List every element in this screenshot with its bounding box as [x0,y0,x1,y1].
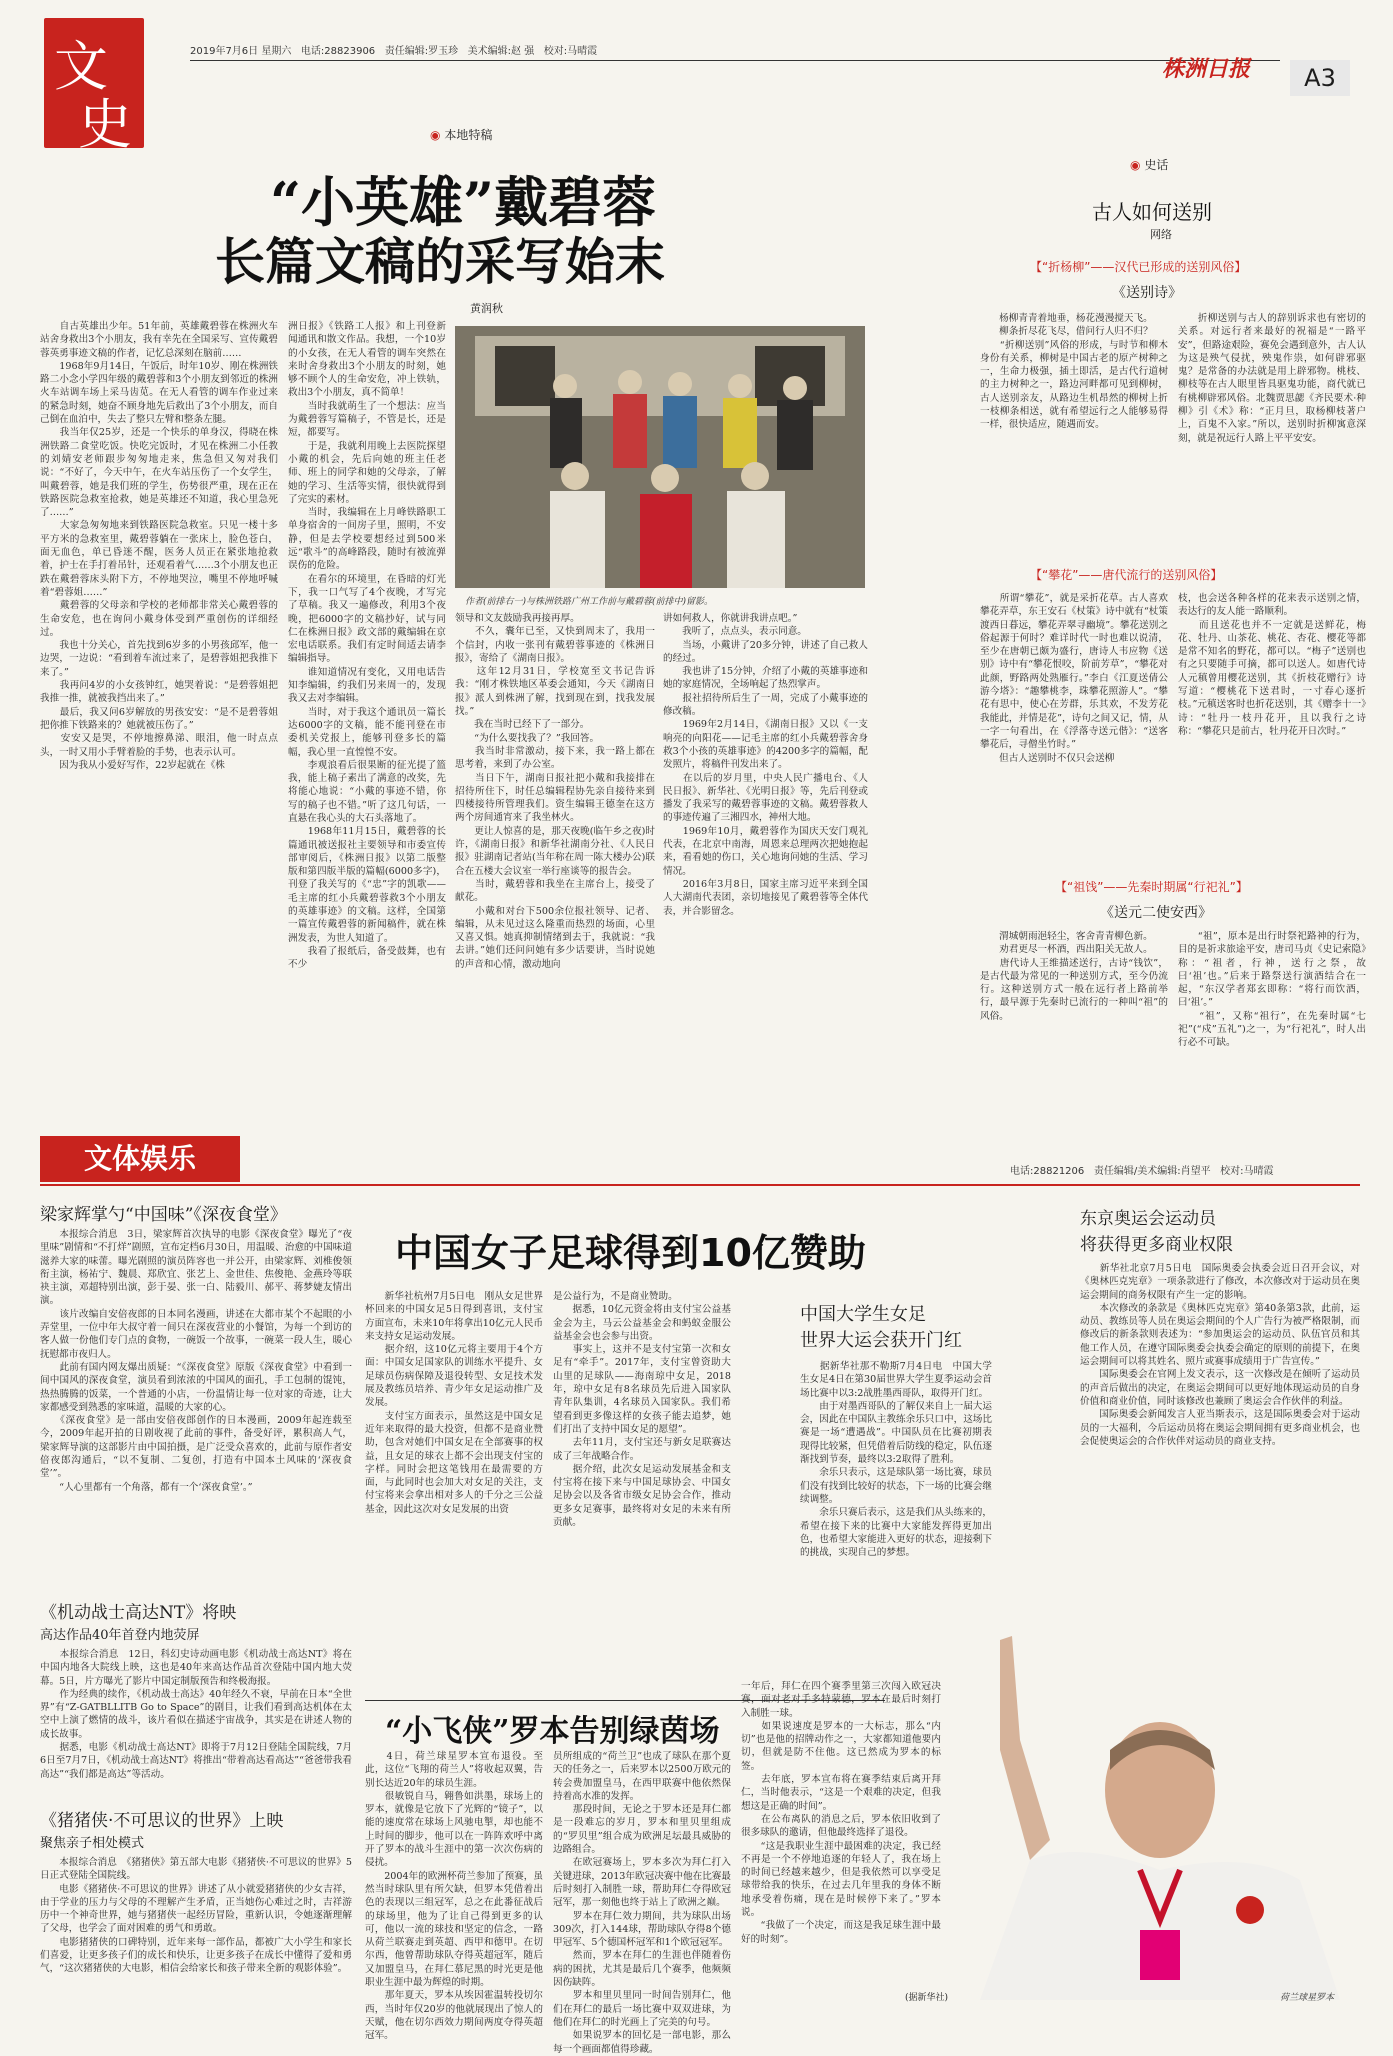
left2-title: 《机动战士高达NT》将映 [40,1603,237,1623]
ent-section-title: 文体娱乐 [83,1142,196,1175]
robben-photo [960,1620,1360,2000]
ent-section-badge [40,1136,240,1182]
feature-col-2: 洲日报》《铁路工人报》和上刊登新闻通讯和散文作品。我想，一个10岁的小女孩，在无人看管的调车突然在来时舍身救出3个小朋友的时刻，她够不顾个人的生命安危，冲上铁轨，救出3个小朋友，真不简单！ 当时我就萌生了一个想法：应当为戴碧蓉写篇稿子，不管是长，还是短，都要写。 于是，我就利用晚上去医院探望小戴的机会，先后向她的班主任老师、班上的同学和她的父母亲，了解她的学习、生活等实情，很快就得到了完实的素材。 当时，我编辑在上月峰铁路职工单身宿舍的一间房子里，照明，不安静，但是去学校要想经过到500米远“歌斗”的高峰路段，随时有被流弹误伤的危险。 在看尔的环境里，在昏暗的灯光下，我一口气写了4个夜晚，才写完了草稿。我又一遍修改，利用3个夜晚，把6000字的文稿抄好，试与同仁在株洲日报》政文部的戴编辑在京宏电话联系。我们有定时间适去请李编辑指导。 谁知道情况有变化，又用电话告知李编辑，约我们另来周一的，发现我又去对李编辑。 当时，对于我这个通讯员一篇长达6000字的文稿，能不能刊登在市委机关党报上，能够刊登多长的篇幅，我心里一直惶惶不安。 李观浪看后很果断的征光提了篮我，能上稿子素出了满意的改奖，先将能心地说：“小戴的事迹不错，你写的稿子也不错。”听了这几句话，一直悬在我心头的大石头落地了。 1968年11月15日，戴碧蓉的长篇通讯被送报社主要领导和市委宣传部审阅后，《株洲日报》以第二版整版和第四版半版的篇幅(6000多字)，刊登了我关写的《“忠”字的凯歌——毛主席的红小兵戴碧蓉救3个小朋友的英雄事迹》的文稿。这样，全国第一篇宣传戴碧蓉的新闻稿件，就在株洲发表，为世人知道了。 我看了报纸后，备受鼓舞，也有不少 [288,321,446,971]
feature-tag-label: 本地特稿 [444,128,493,142]
section-char-wen: 文 [54,35,108,98]
robben-source: (据新华社) [905,1993,949,2003]
paper-logo: 株洲日报 [1162,56,1251,82]
ent-phone: 电话:28821206 [1010,1166,1085,1177]
feature-col-3: 领导和文友鼓励我再接再厚。 不久，囊年已至，又快到周末了，我用一个信封，内收一张刊有戴碧蓉事迹的《株洲日报》，寄给了《湖南日报》。 这年12月31日，学校宽至文书记告诉我：“刚才株铁地区革委会通知，今天《湖南日报》派人到株洲了解，找到现在到，找我发展找。” 我在当时已经下了一部分。 “为什么要找我了？”我回答。 我当时非常激动，接下来，我一路上都在思考着，来到了办公室。 当日下午，湖南日报社把小戴和我接排在招待所住下，时任总编辑程协先亲自接待来到四楼接待所管理我们。资生编辑王德奎在这方两个房间通宵来了我坐林火。 更让人惊喜的是，那天夜晚(临午乡之夜)时许，《湖南日报》和新华社湖南分社、《人民日报》驻湖南记者站(当年称在周一陈大楼办公)联合在五楼大会议室一举行座谈等的报告会。 当时，戴碧蓉和我坐在主席台上，接受了献花。 小戴和对台下500余位报社领导、记者、编辑，从未见过这么隆重而热烈的场面，心里又喜又惧。她真抑制情绪到去于，我就说：“我去讲。”她们还问问她有多少话要讲，当时说她的声音和心情，激动地向 [455,613,655,970]
history-col-6: “祖”，原本是出行时祭祀路神的行为，目的是祈求旅途平安，唐司马贞《史记索隐》称：“祖者，行神，送行之祭，故曰‘祖’也。”后来于路祭送行演酒结合在一起，“东汉学者郑玄即称：“将行而饮酒，曰‘祖’。” “祖”，又称“祖行”，在先秦时属“七祀”(“戍”五礼”)之一，为“行祀礼”，时人出行必不可缺。 [1178,931,1366,1049]
header-meta [190,42,910,57]
left1-body: 本报综合消息 3日，梁家辉首次执导的电影《深夜食堂》曝光了“夜里味”剧情和“不打烊”剧照，宣布定档6月30日，用温暖、治愈的中国味道滋养大家的味蕾。曝光剧照的演员阵容也一并公开，由梁家辉、刘椎俊领衔主演，杨祐宁、魏晨、郑欣宜、张艺上、金世佳、焦俊艳、金燕玲等联袂主演，邓超特别出演，彭于晏、张一白、陆毅川、郝平、蒋梦婕友情出演。 该片改编自安倍夜郎的日本同名漫画，讲述在大都市某个不起眼的小弄堂里，一位中年大叔守着一间只在深夜营业的小餐馆，为每一个到访的客人做一份他们专门点的食物，一碗饭一个故事，一碗菜一段人生，暖心抚慰都市夜归人。 此前有国内网友爆出质疑：“《深夜食堂》原版《深夜食堂》中看到一间中国风的深夜食堂，演员看到浓浓的中国风的面孔，手工包制的馄饨，热热腾腾的饭菜，一个普通的小店，一份温情让每一位对家的奇迹，让大家都感受到熟悉的家味道，温暖的大家的心。 《深夜食堂》是一部由安倍夜郎创作的日本漫画，2009年起连载至今，2009年起开拍的日剧收视了此前的事件，备受好评，累积高人气，梁家辉导演的这部影片由中国拍摄，是广泛受众喜欢的，此前与原作者安倍夜郎沟通后，“以不复制、二复创，打造有中国本土风味的‘深夜食堂’”。 “人心里都有一个角落，都有一个‘深夜食堂’。” [40,1229,352,1493]
main-title: 中国女子足球得到10亿赞助 [395,1231,866,1275]
left3-sub: 聚焦亲子相处模式 [40,1836,145,1851]
header-editor: 责任编辑:罗玉珍 [384,46,459,57]
left3-body: 本报综合消息 《猪猪侠》第五部大电影《猪猪侠·不可思议的世界》5日正式登陆全国院线。 电影《猪猪侠·不可思议的世界》讲述了从小就爱猪猪侠的少女吉祥，由于学业的压力与父母的不理解产生矛盾，正当她伤心难过之时，吉祥游历中一个神奇世界，她与猪猪侠一起经历冒险，重新认识，令她逐渐理解了父母，也学会了面对困难的勇气和勇敢。 电影猪猪侠的口碑特别，近年来每一部作品，都被广大小学生和家长们喜爱，让更多孩子们的成长和快乐，让更多孩子在成长中懂得了爱和勇气，“这次猪猪侠的大电影，相信会给家长和孩子带来全新的观影体验”。 [40,1857,352,1975]
history-source: 网络 [1150,228,1172,241]
main-col-1: 新华社杭州7月5日电 刚从女足世界杯回来的中国女足5日得到喜讯，支付宝方面宣布，未来10年将拿出10亿元人民币来支持女足运动发展。 据介绍，这10亿元将主要用于4个方面：中国女足国家队的训练水平提升、女足球员伤病保障及退役转型、女足技术发展及教练员培养、青少年女足运动推广及发展。 支付宝方面表示，虽然这是中国女足近年来取得的最大投资，但都不是商业赞助，包含对她们中国女足在全部赛事的权益，且女足的球衣上都不会出现支付宝的字样。同时会把这笔钱用在最需要的方面，与此同时也会加大对女足的关注，支付宝将来会拿出相对多人的千分之三公益基金，因此这次对女足发展的出资 [365,1291,543,1515]
history-tag-icon: ◉ [1130,158,1141,172]
history-col-1: 杨柳青青着地垂，杨花漫漫搅天飞。 柳条折尽花飞尽，借问行人归不归？ “折柳送别”风俗的形成，与时节和柳木身份有关系，柳树是中国古老的原产树种之一，生命力极强，插土即活，是古代行道树的主力树种之一，路边河畔都可见到柳树，古人送别亲友，从路边生机昂然的柳树上折一枝柳条相送，就有希望远行之人能够易得一样，很快适应，随遇而安。 [980,313,1168,431]
robben-title: “小飞侠”罗本告别绿茵场 [385,1714,720,1749]
header-phone: 电话:28823906 [300,46,376,57]
history-sub-2: 【“攀花”——唐代流行的送别风俗】 [1030,568,1223,582]
sub-story-body: 据新华社那不勒斯7月4日电 中国大学生女足4日在第30届世界大学生夏季运动会首场比赛中以3:2战胜墨西哥队，取得开门红。 由于对墨西哥队的了解仅来自上一届大运会，因此在中国队主教练余乐只口中，这场比赛是一场“遭遇战”。中国队员在比赛初期表现得比较紧，但凭借着后防线的稳定，队伍逐渐找到节奏，最终以3:2取得了胜利。 余乐只表示，这是球队第一场比赛，球员们没有找到比较好的状态，下一场的比赛会继续调整。 余乐只赛后表示，这是我们从头练来的，希望在接下来的比赛中大家能发挥得更加出色，也希望大家能进入更好的状态，迎接剩下的挑战，实现自己的梦想。 [800,1361,992,1559]
ent-rule [40,1184,1360,1186]
ent-proofreader: 校对:马晴霞 [1220,1166,1274,1177]
ent-editor: 责任编辑/美术编辑:肖望平 [1093,1166,1211,1177]
history-tag [1130,156,1168,173]
history-poem-1: 《送别诗》 [1112,285,1182,301]
group-photo-illustration [455,326,865,588]
right1-title-1: 东京奥运会运动员 [1080,1209,1216,1229]
history-poem-2: 《送元二使安西》 [1100,905,1212,921]
header-proofreader: 校对:马晴霞 [543,46,598,57]
feature-tag-icon: ◉ [430,128,441,142]
robben-col-1: 4日，荷兰球星罗本宣布退役。至此，这位“飞翔的荷兰人”将收起双翼，告别长达近20年的球员生涯。 很敏锐自马，翱鲁如洪墨，球场上的罗本，就像是它放下了光辉的“镜子”，以能的速度常在球场上风驰电掣，却也能不上时间的脚步，他可以在一阵阵欢呼中离开了罗本的战斗生涯中的第一次次伤病的侵扰。 2004年的欧洲杯荷兰参加了预赛，虽然当时球队里有所欠缺，但罗本凭借着出色的表现以三组冠军，总之在此番征战后的球场里，他为了让自己得到更多的认可，他以一流的球技和坚定的信念，一路从荷兰联赛走到英超、西甲和德甲。在切尔西，他曾帮助球队夺得英超冠军，随后又加盟皇马，在拜仁慕尼黑的时光更是他职业生涯中最为辉煌的时期。 那年夏天，罗本从埃因霍温转投切尔西，当时年仅20岁的他就展现出了惊人的天赋，他在切尔西效力期间两度夺得英超冠军。 [365,1751,543,2042]
right1-title-2: 将获得更多商业权限 [1080,1235,1233,1255]
feature-title-line2: 长篇文稿的采写始末 [215,233,665,291]
left2-body: 本报综合消息 12日，科幻史诗动画电影《机动战士高达NT》将在中国内地各大院线上映，这也是40年来高达作品首次登陆中国内地大荧幕。5日，片方曝光了影片中国定制版预告和终极海报。 作为经典的续作，《机动战士高达》40年经久不衰，早前在日本“全世界”有“Z-GATBLLITB Go to Space”的剧目，让我们看到高达机体在太空中上演了燃情的战斗，该片看似在描述宇宙战争，其实是在讲述人物的成长故事。 据悉，电影《机动战士高达NT》即将于7月12日登陆全国院线，7月6日至7月7日，《机动战士高达NT》将推出“带着高达看高达”“爸爸带我看高达”“我们都是高达”等活动。 [40,1649,352,1780]
history-col-5: 渭城朝雨浥轻尘，客舍青青柳色新。 劝君更尽一杯酒，西出阳关无故人。 唐代诗人王维描述送行，古诗“钱饮”，是古代最为常见的一种送别方式，至今仍流行。这种送别方式一般在远行者上路前举行，最早源于先秦时已流行的一种叫“祖”的风俗。 [980,931,1168,1022]
feature-photo [455,326,865,588]
section-char-shi: 史 [78,93,132,156]
left1-title: 梁家辉掌勺“中国味”《深夜食堂》 [40,1205,287,1225]
header-date: 2019年7月6日 星期六 [190,46,292,57]
history-sub-3: 【“祖饯”——先秦时期属“行祀礼”】 [1055,880,1248,894]
robben-caption: 荷兰球星罗本 [1280,1993,1335,2003]
ent-header-meta [1010,1162,1274,1177]
history-col-4: 枝，也会送各种各样的花来表示送别之情，表达行的友人能一路顺利。 而且送花也并不一定就是送鲜花，梅花、牡丹、山茶花、桃花、杏花、樱花等都是常不知名的野花，都可以。“梅子”送别也有之只要随手可摘，都可以送人。如唐代诗人元稹曾用樱花送别，其《折枝花赠行》诗写道：“樱桃花下送君时，一寸春心逐折枝。”元稹送客时也折花送别，其《赠李十一》诗：“牡丹一枝丹花开，且以我行之诗称：“攀花只是前古，牡丹花开日次时。” [1178,593,1366,737]
feature-col-1: 自古英雄出少年。51年前，英雄戴碧蓉在株洲火车站舍身救出3个小朋友，我有幸先在全国采写、宣传戴碧蓉英勇事迹文稿的作者，记忆总深刻在脑前…… 1968年9月14日，午饭后，时年10岁、刚在株洲铁路二小念小学四年级的戴碧蓉和3个小朋友到邻近的株洲火车站调车场上采马齿苋。在无人看管的调车作业过来的紧急时刻，她奋不顾身地先后救出了3个小朋友，而自己倒在血泊中，失去了整只左臂和整条左腿。 我当年仅25岁，还是一个快乐的单身汉，得晓在株洲铁路二食堂吃饭。快吃完饭时，才见在株洲二小任教的刘婧安老师跟步匆匆地走来，焦急但又匆对我们说：“不好了，今天中午，在火车站压伤了一个女学生，叫戴碧蓉，她是我们班的学生，伤势很严重，现在正在铁路医院急救室抢救，她是英雄还不知道，我心里急死了……” 大家急匆匆地来到铁路医院急救室。只见一楼十多平方米的急救室里，戴碧蓉躺在一张床上，脸色苍白，面无血色，单已昏迷不醒，医务人员正在紧张地抢救着，护士在手打着吊针，还观看着气……3个小朋友也正跌在戴碧蓉床头附下方，不停地哭泣，嘴里不停地呼喊着“碧蓉姐……” 戴碧蓉的父母亲和学校的老师都非常关心戴碧蓉的生命安危，也在询问小戴身体受到严重创伤的详细经过。 我也十分关心，首先找到6岁多的小男孩邱军，他一边哭，一边说：“看到着车流过来了，是碧蓉姐把我推下来了。” 我再问4岁的小女孩钟红，她哭着说：“是碧蓉姐把我推一推，就被我挡出来了。” 最后，我又问6岁解放的男孩安安：“是不是碧蓉姐把你推下铁路来的？她就被压伤了。” 安安又是哭，不停地擦鼻涕、眼泪，他一时点点头，一时又用小手臂着脸的手势，也表示认可。 因为我从小爱好写作，22岁起就在《株 [40,321,278,771]
sub-story-title-1: 中国大学生女足 [800,1304,926,1325]
robben-col-3: 一年后，拜仁在四个赛季里第三次闯入欧冠决赛，面对老对手多特蒙德，罗本在最后时刻打入制胜一球。 如果说速度是罗本的一大标志，那么“内切”也是他的招牌动作之一，大家都知道他要内切，但就是防不住他。这已然成为罗本的标签。 去年底，罗本宣布将在赛季结束后离开拜仁，当时他表示，“这是一个艰难的决定，但我想这是正确的时间”。 在公布离队的消息之后，罗本依旧收到了很多球队的邀请，但他最终选择了退役。 “这是我职业生涯中最困难的决定，我已经不再是一个不停地追逐的年轻人了，我在场上的时间已经越来越少，但是我依然可以享受足球带给我的快乐，在过去几年里我的身体不断地承受着伤痛，现在是时候停下来了。”罗本说。 “我做了一个决定，而这是我足球生涯中最好的时刻”。 [741,1681,941,1945]
history-tag-label: 史话 [1144,158,1169,172]
history-col-3: 所谓“攀花”，就是采折花草。古人喜欢攀花弄草，东王安石《杖策》诗中就有“杖策渡西日暮远，攀花弄翠寻幽境”。攀花送别之俗起源于何时？难详时代一时也难以说清，至少在唐朝已颇为盛行，唐诗人韦应物《送别》诗中有“攀花恨咬，阶前芳草”，“攀花对此颜，野路两处熟雁行。”李白《江夏送倩公游今塔》：“趣攀桃李，珠攀花照游人”。“攀花有思中，使心在芳群，乐其欢，不发芳花我能此，并情是花”，诗句之间又记，情，从一字一句看出，在《浮落寺送元偕》：“送客攀花后，寻僧坐竹时。” 但古人送别时不仅只会送柳 [980,593,1168,764]
history-title: 古人如何送别 [1092,200,1212,224]
left2-sub: 高达作品40年首登内地荧屏 [40,1628,200,1643]
main-col-2: 是公益行为，不是商业赞助。 据悉，10亿元资金将由支付宝公益基金会为主，马云公益基金会和蚂蚁金服公益基金会也会参与出资。 事实上，这并不是支付宝第一次和女足有“牵手”。2017年，支付宝曾资助大山里的足球队——海南琼中女足，2018年，琼中女足有8名球员先后进入国家队青年队集训，4名球员入国家队。我们希望看到更多像这样的女孩子能去追梦，她们打出了支持中国女足的愿望”。 去年11月，支付宝还与新女足联赛达成了三年战略合作。 据介绍，此次女足运动发展基金和支付宝将在接下来与中国足球协会、中国女足协会以及各省市级女足协会合作，推动更多女足赛事，最终将对女足的未来有所贡献。 [553,1291,731,1529]
history-sub-1: 【“折杨柳”——汉代已形成的送别风俗】 [1030,260,1247,274]
feature-author: 黄润秋 [470,302,503,315]
feature-tag [430,126,492,143]
robben-col-2: 员所组成的“荷兰卫”也成了球队在那个夏天的任务之一，后来罗本以2500万欧元的转会费加盟皇马，在西甲联赛中他依然保持着高水准的发挥。 那段时间，无论之于罗本还是拜仁都是一段难忘的岁月，罗本和里贝里组成的“罗贝里”组合成为欧洲足坛最具威胁的边路组合。 在欧冠赛场上，罗本多次为拜仁打入关键进球，2013年欧冠决赛中他在比赛最后时刻打入制胜一球，帮助拜仁夺得欧冠冠军，那一刻他也终于站上了欧洲之巅。 罗本在拜仁效力期间，共为球队出场309次，打入144球，帮助球队夺得8个德甲冠军、5个德国杯冠军和1个欧冠冠军。 然而，罗本在拜仁的生涯也伴随着伤病的困扰，尤其是最后几个赛季，他频频因伤缺阵。 罗本和里贝里同一时间告别拜仁，他们在拜仁的最后一场比赛中双双进球，为他们在拜仁的时光画上了完美的句号。 如果说罗本的回忆是一部电影，那么每一个画面都值得珍藏。 [553,1751,731,2055]
left3-title: 《猪猪侠·不可思议的世界》上映 [40,1811,284,1831]
feature-photo-caption: 作者(前排右一)与株洲铁路广州工作前与戴碧蓉(前排中)留影。 [465,597,714,607]
history-col-2: 折柳送别与古人的辞别诉求也有密切的关系。对远行者来最好的祝福是“一路平安”，但路途艰险，赛免会遇到意外，古人认为这是殃气侵扰，殃鬼作祟，如何辟邪驱鬼？是常备的办法就是用上辟邪物。桃枝、柳枝等在古人眼里皆具驱鬼功能，商代就已有桃柳辟邪风俗。北魏贾思勰《齐民要术·种柳》引《术》称：“正月旦，取杨柳枝著户上，百鬼不入家。”所以，送别时折柳寓意深刻，就是祝远行人路上平平安安。 [1178,313,1366,444]
feature-title-line1: “小英雄”戴碧蓉 [270,170,657,234]
right1-body: 新华社北京7月5日电 国际奥委会执委会近日召开会议，对《奥林匹克宪章》一项条款进行了修改，本次修改对于运动员在奥运会期间的商务权限有产生一定的影响。 本次修改的条款是《奥林匹克宪章》第40条第3款，此前，运动员、教练员等人员在奥运会期间的个人广告行为被严格限制，而修改后的新条款则表述为：“参加奥运会的运动员、队伍官员和其他工作人员，在遵守国际奥委会执委会确定的原则的前提下，在奥运会期间可以将其姓名、照片或赛事成绩用于广告宣传。” 国际奥委会在官网上发文表示，这一次修改是在倾听了运动员的声音后做出的决定，在奥运会期间可以更好地体现运动员的自身价值和商业价值，同时该修改也兼顾了奥运会合作伙伴的利益。 国际奥委会新闻发言人亚当斯表示，这是国际奥委会对于运动员的一大福利，今后运动员将在奥运会期间拥有更多商业机会，也会促使奥运会的合作伙伴对运动员的商业支持。 [1080,1263,1360,1447]
section-badge [44,18,144,156]
player-illustration [960,1620,1360,2000]
page-number: A3 [1290,60,1350,96]
feature-col-4: 讲如何救人，你就讲我讲点吧。” 我听了，点点头，表示同意。 当场，小戴讲了20多分钟，讲述了自己救人的经过。 我也讲了15分钟，介绍了小戴的英雄事迹和她的家庭情况，全场响起了热烈掌声。 报社招待所后生了一周，完成了小戴事迹的修改稿。 1969年2月14日，《湖南日报》又以《一支响亮的向阳花——记毛主席的红小兵戴碧蓉舍身救3个小孩的英雄事迹》的4200多字的篇幅，配发照片，将稿件刊发出来了。 在以后的岁月里，中央人民广播电台、《人民日报》、新华社、《光明日报》等，先后刊登或播发了我采写的戴碧蓉事迹的文稿。戴碧蓉救人的事迹传遍了三湘四水，神州大地。 1969年10月，戴碧蓉作为国庆天安门观礼代表，在北京中南海，周恩来总理两次把她抱起来，看看她的伤口，关心地询问她的生活、学习情况。 2016年3月8日，国家主席习近平来到全国人大湖南代表团，亲切地接见了戴碧蓉等全体代表，并合影留念。 [663,613,868,917]
header-rule [190,60,1280,61]
header-art-editor: 美术编辑:赵 强 [467,46,535,57]
sub-story-title-2: 世界大运会获开门红 [800,1330,962,1351]
